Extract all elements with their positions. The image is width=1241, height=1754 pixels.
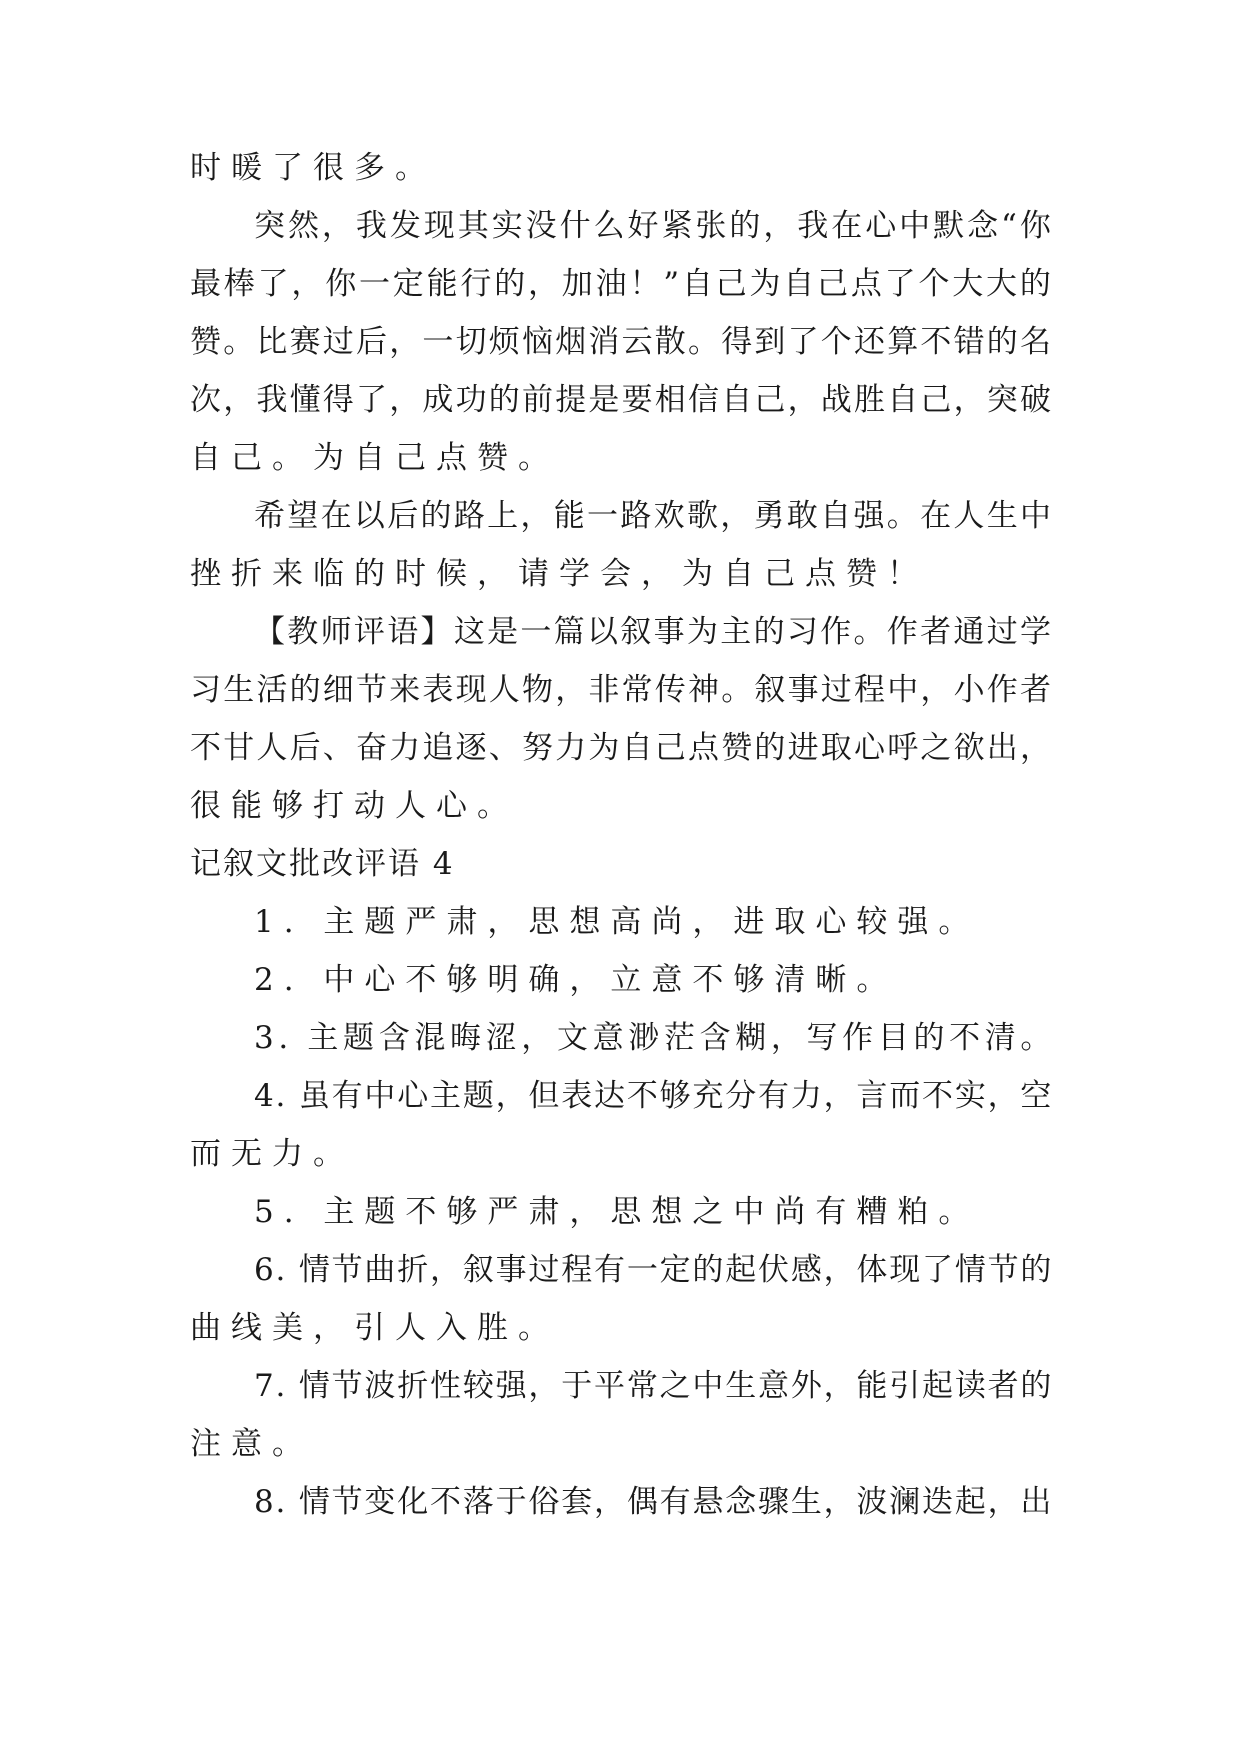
list-item-continuation: 注意。 — [190, 1426, 313, 1462]
text-line: 【教师评语】这是一篇以叙事为主的习作。作者通过学 — [254, 614, 1054, 650]
text-line: 习生活的细节来表现人物，非常传神。叙事过程中，小作者 — [190, 672, 1054, 708]
section-heading: 记叙文批改评语 4 — [190, 846, 455, 882]
text-line: 突然，我发现其实没什么好紧张的，我在心中默念“你 — [254, 208, 1054, 244]
list-item: 8. 情节变化不落于俗套，偶有悬念骤生，波澜迭起，出 — [254, 1484, 1054, 1520]
list-item: 7. 情节波折性较强，于平常之中生意外，能引起读者的 — [254, 1368, 1054, 1404]
text-line: 不甘人后、奋力追逐、努力为自己点赞的进取心呼之欲出， — [190, 730, 1054, 766]
text-line: 赞。比赛过后，一切烦恼烟消云散。得到了个还算不错的名 — [190, 324, 1054, 360]
list-item: 5. 主题不够严肃，思想之中尚有糟粕。 — [254, 1194, 980, 1230]
list-item: 4. 虽有中心主题，但表达不够充分有力，言而不实，空 — [254, 1078, 1054, 1114]
text-line: 挫折来临的时候，请学会，为自己点赞！ — [190, 556, 928, 592]
text-line: 很能够打动人心。 — [190, 788, 518, 824]
text-line: 次，我懂得了，成功的前提是要相信自己，战胜自己，突破 — [190, 382, 1054, 418]
list-item-continuation: 而无力。 — [190, 1136, 354, 1172]
text-line: 最棒了，你一定能行的，加油！”自己为自己点了个大大的 — [190, 266, 1054, 302]
list-item: 6. 情节曲折，叙事过程有一定的起伏感，体现了情节的 — [254, 1252, 1054, 1288]
list-item-continuation: 曲线美，引人入胜。 — [190, 1310, 559, 1346]
text-line: 时暖了很多。 — [190, 150, 436, 186]
list-item: 3. 主题含混晦涩，文意渺茫含糊，写作目的不清。 — [254, 1020, 1057, 1056]
text-line: 自己。为自己点赞。 — [190, 440, 559, 476]
list-item: 2. 中心不够明确，立意不够清晰。 — [254, 962, 898, 998]
text-line: 希望在以后的路上，能一路欢歌，勇敢自强。在人生中 — [254, 498, 1054, 534]
list-item: 1. 主题严肃，思想高尚，进取心较强。 — [254, 904, 980, 940]
